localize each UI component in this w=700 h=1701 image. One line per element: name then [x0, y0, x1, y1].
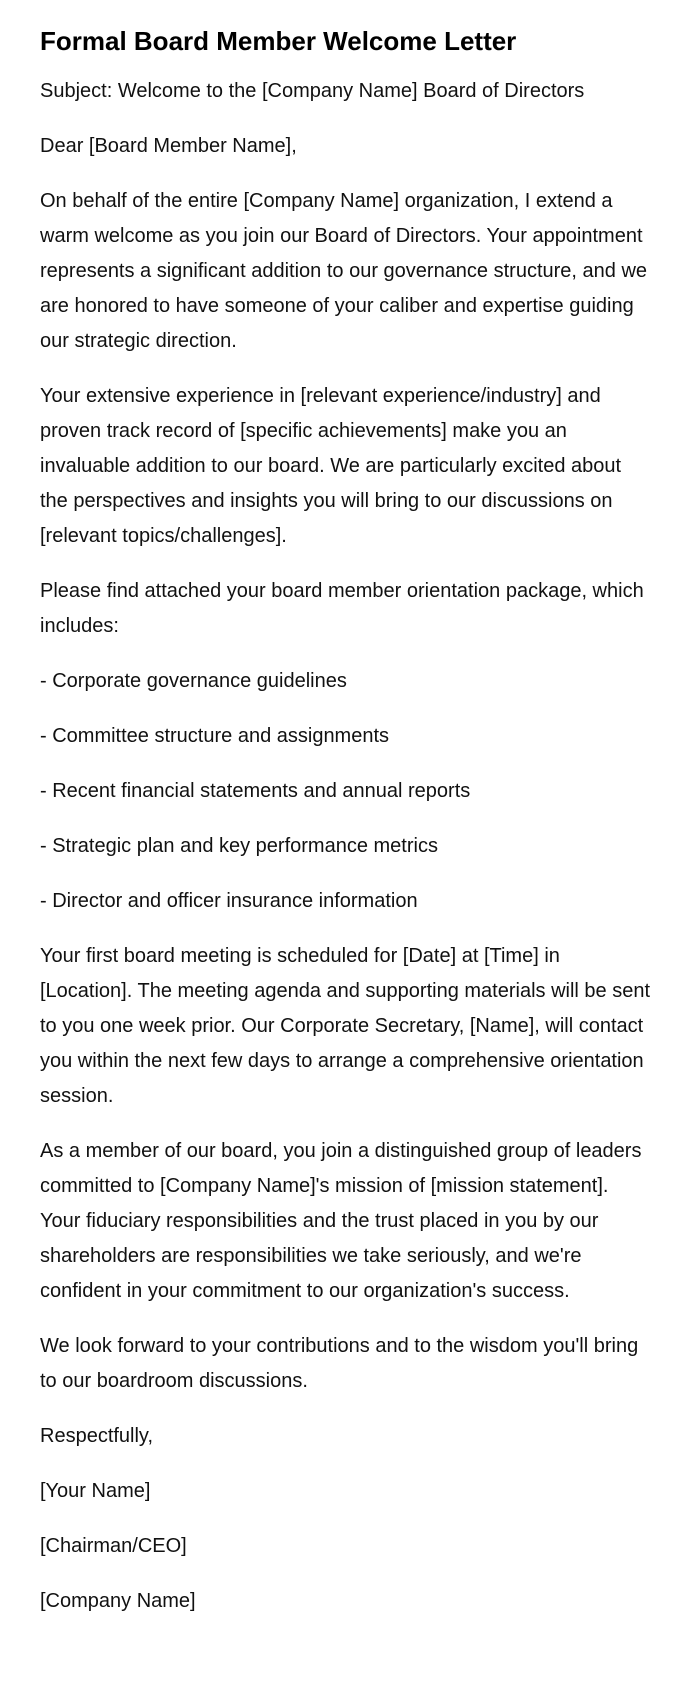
list-item: - Director and officer insurance information: [40, 890, 418, 912]
letter-paragraph-4: Your first board meeting is scheduled for [Date] at [Time] in [Location]. The meeting agenda and supporting materials will be sent to you one week prior. Our Corporate Secretary, [Name], will contact you within the next few days to arrange a comprehensive orientation session.: [40, 945, 651, 1107]
letter-paragraph-1: On behalf of the entire [Company Name] organization, I extend a warm welcome as you join our Board of Directors. Your appointment represents a significant addition to our governance structure, and we are honored to have someone of your caliber and expertise guiding our strategic direction.: [40, 190, 648, 352]
list-item: - Recent financial statements and annual reports: [40, 780, 471, 802]
letter-salutation: Dear [Board Member Name],: [40, 135, 297, 157]
letter-document: [40, 22, 650, 1639]
letter-closing: Respectfully,: [40, 1425, 154, 1447]
signature-company: [Company Name]: [40, 1590, 196, 1612]
letter-title: Formal Board Member Welcome Letter: [40, 26, 517, 56]
letter-paragraph-3: Please find attached your board member orientation package, which includes:: [40, 580, 644, 637]
signature-name: [Your Name]: [40, 1480, 151, 1502]
signature-title: [Chairman/CEO]: [40, 1535, 187, 1557]
list-item: - Strategic plan and key performance metrics: [40, 835, 438, 857]
letter-paragraph-6: We look forward to your contributions and to the wisdom you'll bring to our boardroom discussions.: [40, 1335, 639, 1392]
letter-paragraph-5: As a member of our board, you join a distinguished group of leaders committed to [Company Name]'s mission of [mission statement]. Your fiduciary responsibilities and the trust placed in you by our shareholders are responsibilities we take seriously, and we're confident in your commitment to our organization's success.: [40, 1140, 642, 1302]
letter-subject: Subject: Welcome to the [Company Name] Board of Directors: [40, 80, 585, 102]
list-item: - Corporate governance guidelines: [40, 670, 347, 692]
letter-paragraph-2: Your extensive experience in [relevant experience/industry] and proven track record of [specific achievements] make you an invaluable addition to our board. We are particularly excited about the perspectives and insights you will bring to our discussions on [relevant topics/challenges].: [40, 385, 622, 547]
list-item: - Committee structure and assignments: [40, 725, 390, 747]
